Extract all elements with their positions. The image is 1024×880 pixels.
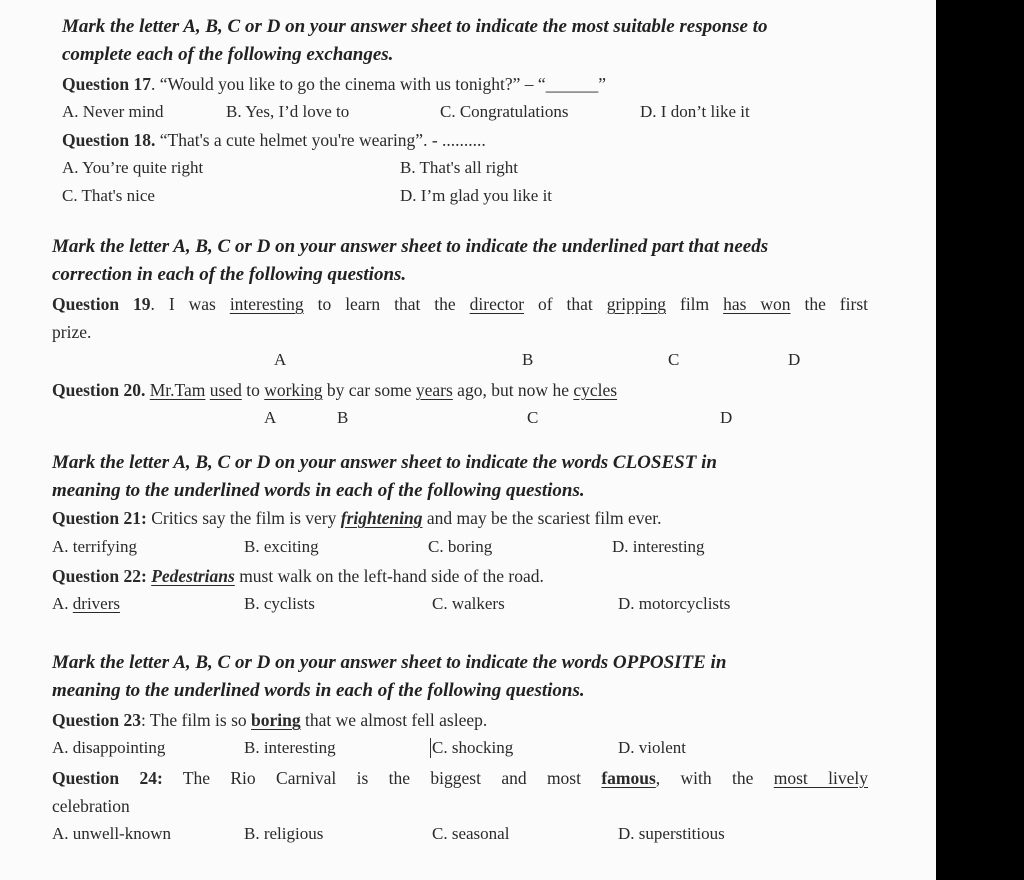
q19-text-0: . I was [150,294,230,314]
question-21 [52,508,662,529]
q20-underlined-c: working [264,380,323,400]
question-20 [52,380,617,401]
question-18-text: “That's a cute helmet you're wearing”. - .......... [155,130,486,150]
q19-letter-d: D [788,350,801,369]
section2-instruction-line1: Mark the letter A, B, C or D on your answer sheet to indicate the underlined part that needs [52,236,769,257]
question-24-line2: celebration [52,796,130,816]
q22-option-a-word: drivers [72,594,120,613]
question-23 [52,710,487,731]
question-18 [62,130,486,151]
q22-option-a-letter: A. [52,594,73,613]
question-19 [52,294,868,315]
q19-underlined-d: has won [723,294,791,314]
question-22-label: Question 22: [52,566,147,586]
q20-text-4: ago, but now he [452,380,574,400]
q19-letter-c: C [668,350,680,369]
q19-text-1: to learn that the [303,294,470,314]
q24-text-0: The Rio Carnival is the biggest and most [162,768,602,788]
q20-text-2: to [241,380,265,400]
q22-option-c: C. walkers [432,594,505,613]
question-24 [52,768,868,789]
section2-instruction-line2: correction in each of the following questions. [52,264,407,285]
q24-underlined-a: famous [601,768,656,788]
section1-instruction-line2: complete each of the following exchanges. [62,44,394,65]
question-20-label: Question 20. [52,380,146,400]
q20-underlined-a: Mr.Tam [149,380,206,400]
section1-instruction-line1: Mark the letter A, B, C or D on your answer sheet to indicate the most suitable response to [62,16,768,37]
q19-letter-a: A [274,350,287,369]
question-17-text: . “Would you like to go the cinema with us tonight?” – “ [150,74,546,94]
section3-instruction-line2: meaning to the underlined words in each of the following questions. [52,480,585,501]
q20-letter-a: A [264,408,277,427]
q19-text-2: of that [524,294,607,314]
q22-text-1: must walk on the left-hand side of the road. [234,566,544,586]
q17-option-d: D. I don’t like it [640,102,750,121]
q20-letter-d: D [720,408,733,427]
q24-option-a: A. unwell-known [52,824,171,843]
q24-underlined-b: most lively [773,768,868,788]
q20-underlined-b: used [209,380,242,400]
q22-option-a [52,594,120,614]
q21-option-b: B. exciting [244,537,319,556]
q18-option-b: B. That's all right [400,158,518,177]
q20-text-3: by car some [322,380,416,400]
q20-letter-b: B [337,408,349,427]
section3-instruction-line1: Mark the letter A, B, C or D on your answer sheet to indicate the words CLOSEST in [52,452,717,473]
q23-text-1: that we almost fell asleep. [300,710,488,730]
q21-text-1: and may be the scariest film ever. [422,508,662,528]
question-23-label: Question 23 [52,710,141,730]
question-17-label: Question 17 [62,74,151,94]
q17-option-b: B. Yes, I’d love to [226,102,350,121]
question-18-label: Question 18. [62,130,156,150]
question-24-label: Question 24: [52,768,163,788]
q19-underlined-b: director [469,294,525,314]
q19-text-4: the first [790,294,868,314]
q17-option-c: C. Congratulations [440,102,569,121]
q19-underlined-c: gripping [606,294,667,314]
q19-letter-b: B [522,350,534,369]
question-17-blank: ______ [545,74,599,94]
q23-underlined-word: boring [251,710,301,730]
q22-option-d: D. motorcyclists [618,594,731,613]
question-17-end: ” [598,74,606,94]
section4-instruction-line2: meaning to the underlined words in each of the following questions. [52,680,585,701]
q20-letter-c: C [527,408,539,427]
q24-option-b: B. religious [244,824,324,843]
q21-text-0: Critics say the film is very [146,508,341,528]
q21-underlined-word: frightening [340,508,423,528]
q24-text-1: , with the [655,768,774,788]
q22-underlined-word: Pedestrians [151,566,235,586]
q21-option-a: A. terrifying [52,537,137,556]
q21-option-c: C. boring [428,537,493,556]
question-17 [62,74,606,95]
question-22 [52,566,544,587]
question-21-label: Question 21: [52,508,147,528]
q18-option-d: D. I’m glad you like it [400,186,553,205]
q20-underlined-d: years [415,380,453,400]
section4-instruction-line1: Mark the letter A, B, C or D on your answer sheet to indicate the words OPPOSITE in [52,652,727,673]
q18-option-a: A. You’re quite right [62,158,204,177]
q20-underlined-e: cycles [573,380,618,400]
q19-underlined-a: interesting [229,294,304,314]
q22-option-b: B. cyclists [244,594,315,613]
q23-option-a: A. disappointing [52,738,166,757]
q23-option-d: D. violent [618,738,686,757]
q24-option-c: C. seasonal [432,824,510,843]
q23-text-0: : The film is so [140,710,252,730]
q23-option-b: B. interesting [244,738,336,757]
question-19-line2: prize. [52,322,92,342]
q19-text-3: film [666,294,724,314]
q24-option-d: D. superstitious [618,824,725,843]
q18-option-c: C. That's nice [62,186,155,205]
q23-option-c: C. shocking [432,738,514,757]
question-19-label: Question 19 [52,294,151,314]
q21-option-d: D. interesting [612,537,705,556]
q17-option-a: A. Never mind [62,102,164,121]
